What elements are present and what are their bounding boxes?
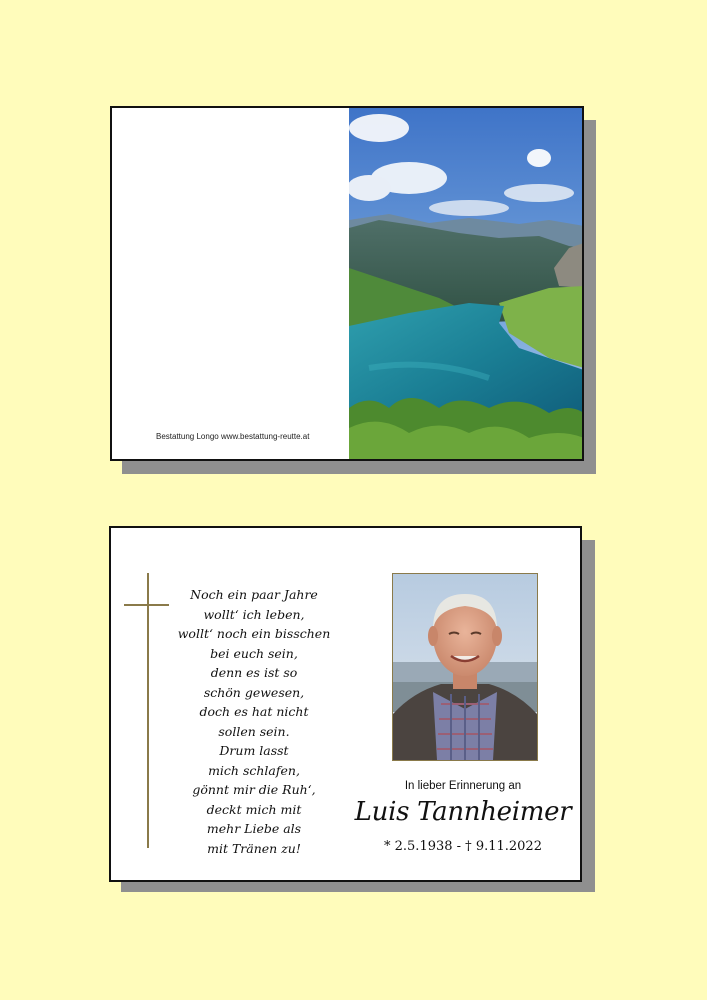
poem-line: schön gewesen, bbox=[203, 684, 305, 700]
portrait-photo bbox=[393, 574, 537, 760]
cross-vertical-bar bbox=[147, 573, 149, 848]
deceased-name: Luis Tannheimer bbox=[354, 797, 572, 827]
poem-line: denn es ist so bbox=[210, 665, 298, 680]
poem-line: mit Tränen zu! bbox=[207, 840, 301, 856]
poem bbox=[169, 585, 339, 858]
poem-line: wollt‘ ich leben, bbox=[203, 606, 305, 622]
poem-line: doch es hat nicht bbox=[199, 704, 309, 719]
poem-line: deckt mich mit bbox=[206, 801, 302, 817]
portrait-frame bbox=[392, 573, 538, 761]
front-card bbox=[110, 106, 584, 461]
memory-text: In lieber Erinnerung an bbox=[404, 780, 522, 792]
landscape-photo bbox=[349, 108, 584, 461]
poem-line: sollen sein. bbox=[218, 723, 290, 739]
poem-line: mehr Liebe als bbox=[206, 821, 302, 836]
inner-card bbox=[109, 526, 582, 882]
life-dates: * 2.5.1938 - † 9.11.2022 bbox=[384, 839, 542, 854]
poem-line: wollt‘ noch ein bisschen bbox=[177, 626, 331, 641]
poem-line: bei euch sein, bbox=[210, 645, 298, 661]
poem-line: Noch ein paar Jahre bbox=[190, 587, 318, 602]
poem-line: Drum lasst bbox=[219, 743, 289, 758]
funeral-home-imprint: Bestattung Longo www.bestattung-reutte.at bbox=[156, 432, 310, 441]
cross-horizontal-bar bbox=[124, 604, 169, 606]
poem-line: gönnt mir die Ruh‘, bbox=[192, 782, 316, 797]
poem-line: mich schlafen, bbox=[208, 762, 300, 778]
